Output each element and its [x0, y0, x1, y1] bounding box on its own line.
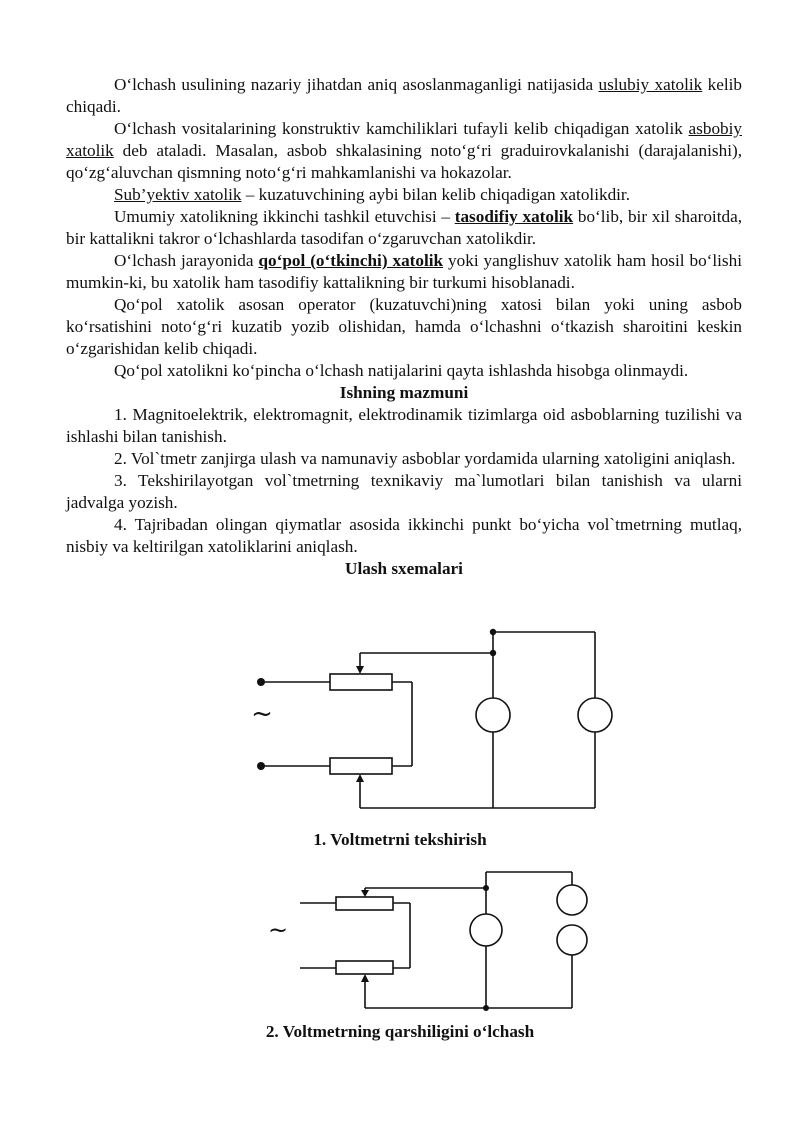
term-gross-error: qo‘pol (o‘tkinchi) xatolik [258, 251, 444, 270]
task-item: 1. Magnitoelektrik, elektromagnit, elektrodinamik tizimlarga oid asboblarning tuzilishi va ishlashi bilan tanishish. [66, 405, 742, 446]
term-instrumental-error: asbobiy xatolik [66, 119, 742, 160]
document-body [66, 74, 742, 580]
terminal-bottom [257, 762, 330, 770]
voltmeter-under-test [476, 698, 510, 732]
task-item: 4. Tajribadan olingan qiymatlar asosida ikkinchi punkt bo‘yicha vol`tmetrning mutlaq, nisbiy va keltirilgan xatoliklarini aniqlash. [66, 515, 742, 556]
term-subjective-error: Sub’yektiv xatolik [114, 185, 242, 204]
schemes-title: Ulash sxemalari [345, 559, 463, 578]
figure-2-caption: 2. Voltmetrning qarshiligini o‘lchash [265, 1022, 535, 1041]
figure-1-caption: 1. Voltmetrni tekshirish [313, 830, 487, 849]
paragraph-gross-error-causes: Qo‘pol xatolik asosan operator (kuzatuvchi)ning xatosi bilan yoki uning asbob ko‘rsatishini noto‘g‘ri kuzatib yozib olishidan, hamda o‘lchashni o‘tkazish sharoitini keskin o‘zgarishidan kelib chiqadi. [66, 295, 742, 358]
paragraph-gross-error-ignored: Qo‘pol xatolikni ko‘pincha o‘lchash natijalarini qayta ishlashda hisobga olinmaydi. [114, 361, 689, 380]
rheostat-top [300, 888, 410, 968]
paragraph-methodical-error: O‘lchash usulining nazariy jihatdan aniq asoslanmaganligi natijasida uslubiy xatolik kelib chiqadi. [66, 75, 742, 116]
terminal-top [257, 678, 330, 686]
meter-upper [557, 885, 587, 915]
voltmeter-circle [470, 914, 502, 946]
task-item: 3. Tekshirilayotgan vol`tmetrning texnikaviy ma`lumotlari bilan tanishish va ularni jadvalga yozish. [66, 471, 742, 512]
paragraph-instrumental-error: O‘lchash vositalarining konstruktiv kamchiliklari tufayli kelib chiqadigan xatolik asbobiy xatolik deb ataladi. Masalan, asbob shkalasining noto‘g‘ri graduirovkalanishi (darajalanishi), qo‘zg‘aluvchan qismning noto‘g‘ri mahkamlanishi va hokazolar. [66, 119, 742, 182]
paragraph-random-error: Umumiy xatolikning ikkinchi tashkil etuvchisi – tasodifiy xatolik bo‘lib, bir xil sharoitda, bir kattalikni takror o‘lchashlarda tasodifan o‘zgaruvchan xatolikdir. [66, 207, 742, 248]
rheostat-bottom [330, 758, 412, 808]
meter-lower [557, 925, 587, 955]
paragraph-subjective-error: Sub’yektiv xatolik – kuzatuvchining aybi bilan kelib chiqadigan xatolikdir. [114, 185, 631, 204]
reference-voltmeter [578, 698, 612, 732]
rheostat-bottom [300, 961, 410, 1008]
task-item: 2. Vol`tmetr zanjirga ulash va namunaviy asboblar yordamida ularning xatoligini aniqlash. [114, 449, 736, 468]
term-random-error: tasodifiy xatolik [454, 207, 574, 226]
circuit-diagram-1 [0, 620, 800, 820]
ac-source-icon: ~ [267, 916, 289, 944]
term-methodical-error: uslubiy xatolik [598, 75, 703, 94]
section-title: Ishning mazmuni [339, 383, 469, 402]
circuit-diagram-2 [0, 858, 800, 1018]
paragraph-gross-error: O‘lchash jarayonida qo‘pol (o‘tkinchi) xatolik yoki yanglishuv xatolik ham hosil bo‘lishi mumkin-ki, bu xatolik ham tasodifiy kattalikning bir turkumi hisoblanadi. [66, 251, 742, 292]
rheostat-top [330, 653, 412, 766]
ac-source-icon: ~ [251, 699, 273, 729]
